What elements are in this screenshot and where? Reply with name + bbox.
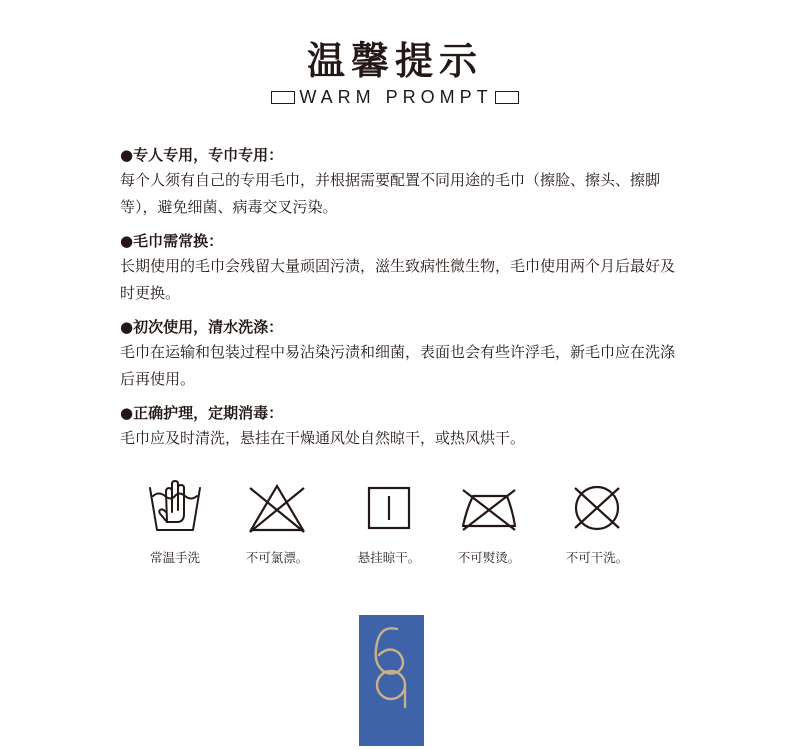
tips-list <box>120 143 680 461</box>
care-item-hand-wash <box>120 478 230 566</box>
tip-item <box>120 143 680 220</box>
no-bleach-icon <box>246 478 308 534</box>
care-item-no-iron <box>434 478 544 566</box>
care-label: 不可干洗。 <box>565 550 629 565</box>
tip-title: ●专人专用，专巾专用： <box>120 146 284 164</box>
tip-item <box>120 401 680 452</box>
care-label: 悬挂晾干。 <box>357 550 421 565</box>
tip-item <box>120 229 680 306</box>
care-label: 不可氯漂。 <box>245 550 309 565</box>
tip-title: ●初次使用，清水洗涤： <box>120 318 284 336</box>
subtitle-left-box <box>271 91 295 104</box>
tip-body: 每个人须有自己的专用毛巾，并根据需要配置不同用途的毛巾（擦脸、擦头、擦脚等），避免细菌、病毒交叉污染。 <box>120 171 661 216</box>
line-dry-icon <box>359 478 419 534</box>
page-subtitle <box>0 86 790 108</box>
tip-title: ●正确护理，定期消毒： <box>120 404 284 422</box>
tip-body: 长期使用的毛巾会残留大量顽固污渍，滋生致病性微生物，毛巾使用两个月后最好及时更换。 <box>120 257 676 302</box>
brand-logo <box>359 615 424 746</box>
care-item-line-dry <box>334 478 444 566</box>
care-label: 不可熨烫。 <box>457 550 521 565</box>
page-title: 温馨提示 <box>306 39 483 83</box>
brand-mark-icon <box>359 615 424 746</box>
tip-item <box>120 315 680 392</box>
no-iron-icon <box>457 478 521 534</box>
care-item-no-tumble-dry <box>542 478 652 566</box>
care-icons-row <box>120 478 680 568</box>
care-label: 常温手洗 <box>149 550 200 565</box>
care-item-no-bleach <box>222 478 332 566</box>
tip-body: 毛巾应及时清洗，悬挂在干燥通风处自然晾干，或热风烘干。 <box>120 429 526 447</box>
tip-title: ●毛巾需常换： <box>120 232 224 250</box>
hand-wash-icon <box>145 478 205 534</box>
subtitle-text: WARM PROMPT <box>299 86 493 107</box>
tip-body: 毛巾在运输和包装过程中易沾染污渍和细菌，表面也会有些许浮毛，新毛巾应在洗涤后再使用。 <box>120 343 676 388</box>
no-tumble-dry-icon <box>567 478 627 534</box>
subtitle-right-box <box>495 91 519 104</box>
